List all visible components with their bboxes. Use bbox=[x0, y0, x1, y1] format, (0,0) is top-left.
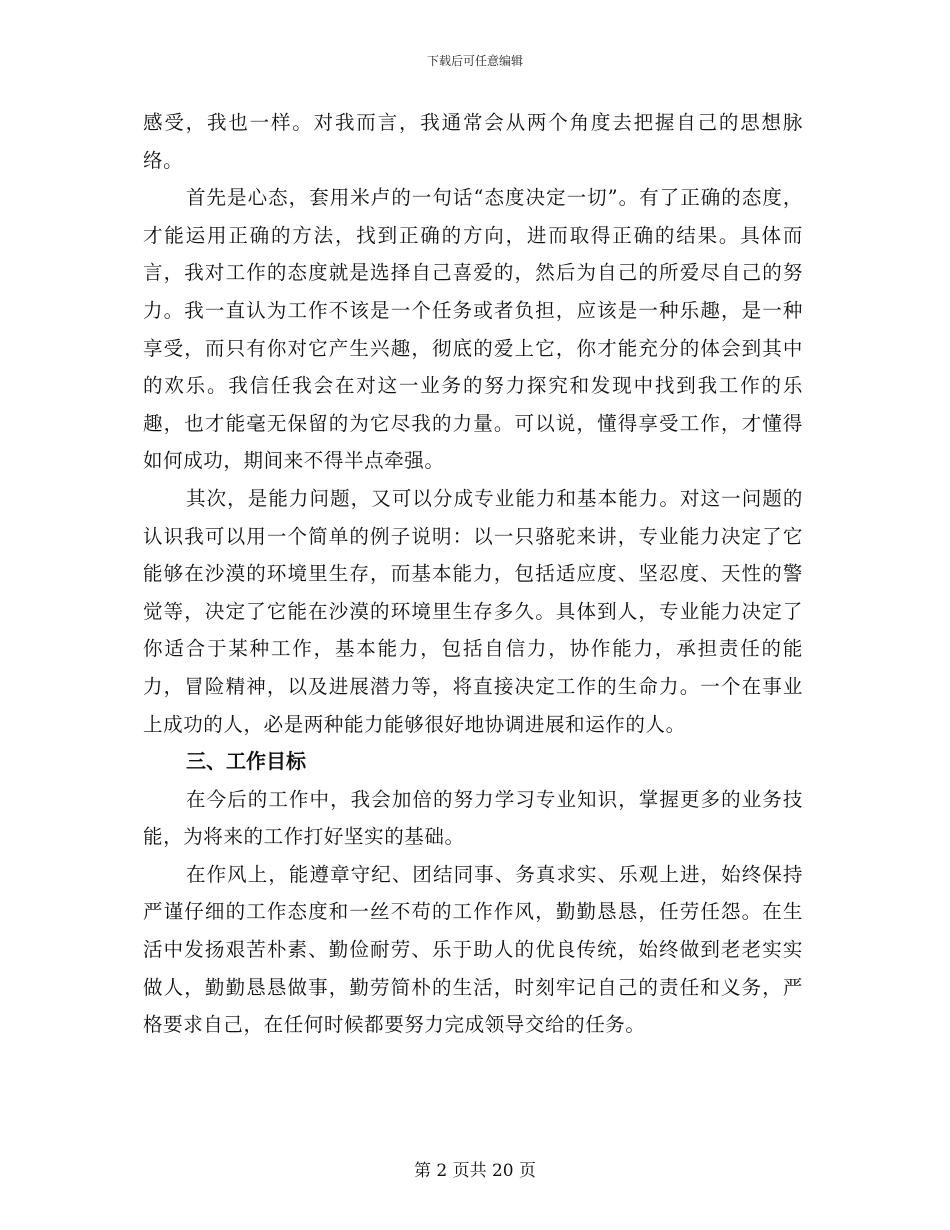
section-heading-work-goals: 三、工作目标 bbox=[186, 749, 306, 774]
paragraph-continuation: 感受，我也一样。对我而言，我通常会从两个角度去把握自己的思想脉络。 bbox=[143, 111, 803, 172]
paragraph-ability: 其次，是能力问题，又可以分成专业能力和基本能力。对这一问题的认识我可以用一个简单的例子说明：以一只骆驼来讲，专业能力决定了它能够在沙漠的环境里生存，而基本能力，包括适应度、坚忍度、天性的警觉等，决定了它能在沙漠的环境里生存多久。具体到人，专业能力决定了你适合于某种工作，基本能力，包括自信力，协作能力，承担责任的能力，冒险精神，以及进展潜力等，将直接决定工作的生命力。一个在事业上成功的人，必是两种能力能够很好地协调进展和运作的人。 bbox=[143, 486, 803, 736]
page-number: 第 2 页共 20 页 bbox=[413, 1161, 537, 1181]
document-body bbox=[143, 104, 803, 1044]
paragraph-future-study: 在今后的工作中，我会加倍的努力学习专业知识，掌握更多的业务技能，为将来的工作打好坚实的基础。 bbox=[143, 787, 803, 849]
paragraph-attitude: 首先是心态，套用米卢的一句话“态度决定一切”。有了正确的态度，才能运用正确的方法，找到正确的方向，进而取得正确的结果。具体而言，我对工作的态度就是选择自己喜爱的，然后为自己的所爱尽自己的努力。我一直认为工作不该是一个任务或者负担，应该是一种乐趣，是一种享受，而只有你对它产生兴趣，彻底的爱上它，你才能充分的体会到其中的欢乐。我信任我会在对这一业务的努力探究和发现中找到我工作的乐趣，也才能毫无保留的为它尽我的力量。可以说，懂得享受工作，才懂得如何成功，期间来不得半点牵强。 bbox=[143, 186, 803, 473]
paragraph-work-style: 在作风上，能遵章守纪、团结同事、务真求实、乐观上进，始终保持严谨仔细的工作态度和一丝不苟的工作作风，勤勤恳恳，任劳任怨。在生活中发扬艰苦朴素、勤俭耐劳、乐于助人的优良传统，始终做到老老实实做人，勤勤恳恳做事，勤劳简朴的生活，时刻牢记自己的责任和义务，严格要求自己，在任何时候都要努力完成领导交给的任务。 bbox=[143, 862, 803, 1037]
page-header: 下载后可任意编辑 bbox=[426, 54, 523, 68]
